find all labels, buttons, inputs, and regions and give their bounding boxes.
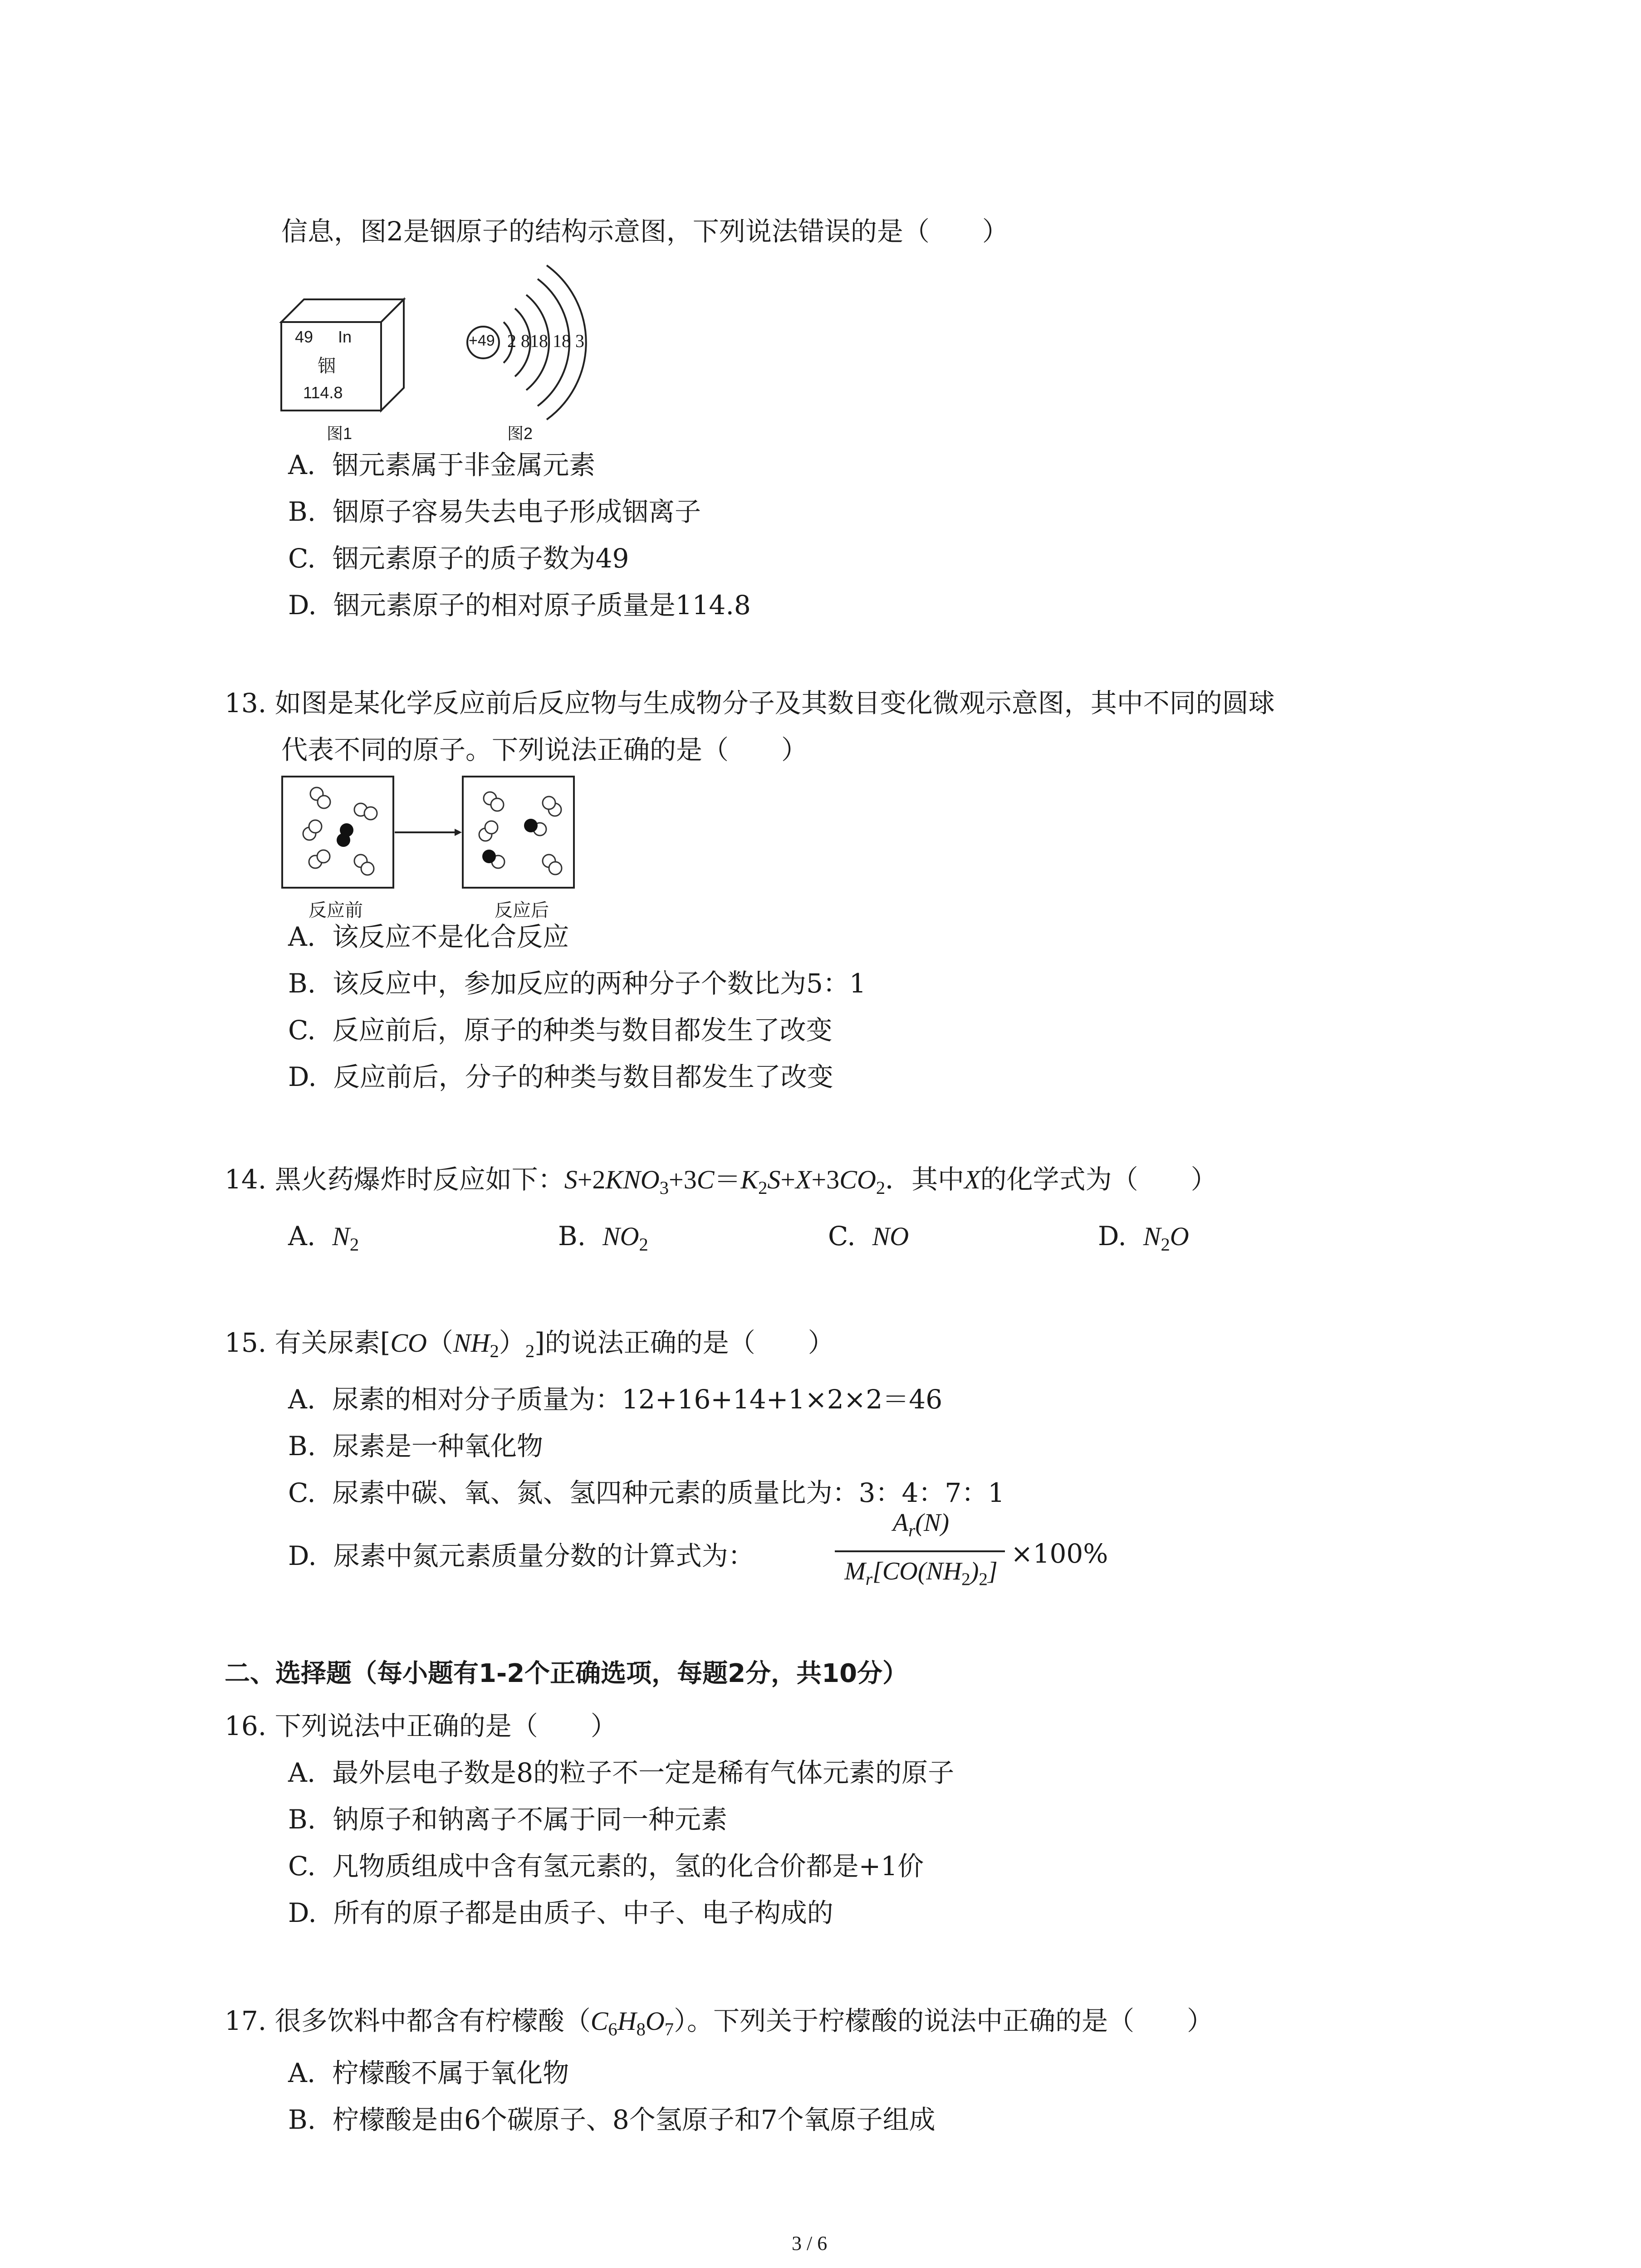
option-text: 铟元素属于非金属元素 [332, 450, 596, 480]
q13-option-b: B. 该反应中，参加反应的两种分子个数比为5：1 [288, 968, 866, 999]
q13-caption-after: 反应后 [495, 900, 549, 921]
q12-option-c [288, 543, 629, 574]
q12-option-d [288, 589, 751, 621]
q14-stem: 14. 黑火药爆炸时反应如下：$S+2KNO_3+3C=K_2S+X+3CO_2$．其中X的化学式为（ ） [225, 1164, 1217, 1198]
q15-option-d-tail: ×100% [1011, 1538, 1108, 1569]
fig1-atomic-mass: 114.8 [303, 383, 343, 402]
q16-option-b: B. 钠原子和钠离子不属于同一种元素 [288, 1804, 727, 1835]
q15-stem: 15. 有关尿素$[CO(NH_2)_2]$的说法正确的是（ ） [225, 1327, 834, 1362]
q17-option-b: B. 柠檬酸是由6个碳原子、8个氢原子和7个氧原子组成 [288, 2104, 936, 2135]
q16-option-d: D. 所有的原子都是由质子、中子、电子构成的 [288, 1897, 833, 1928]
fig2-caption: 图2 [507, 424, 533, 443]
q13-stem-line1: 13. 如图是某化学反应前后反应物与生成物分子及其数目变化微观示意图，其中不同的圆球 [225, 688, 1275, 719]
q12-option-a [288, 449, 595, 481]
q13-option-c: C. 反应前后，原子的种类与数目都发生了改变 [288, 1015, 833, 1046]
fig1-element-name: 铟 [318, 356, 336, 376]
q16-option-c: C. 凡物质组成中含有氢元素的，氢的化合价都是+1价 [288, 1851, 924, 1882]
q15-option-b: B. 尿素是一种氧化物 [288, 1431, 543, 1461]
fig1-symbol: In [338, 327, 352, 346]
fig2-nucleus: +49 [469, 332, 495, 349]
q15-option-c: C. 尿素中碳、氧、氮、氢四种元素的质量比为：3：4：7：1 [288, 1477, 1005, 1508]
q14-option-a: A. $N_2$ [288, 1221, 359, 1255]
q14-option-c: C. NO [828, 1221, 909, 1251]
q16-stem: 16. 下列说法中正确的是（ ） [225, 1711, 617, 1741]
q14-equation: $S+2KNO_3+3C=K_2S+X+3CO_2$ [564, 1165, 886, 1198]
urea-formula: CO [390, 1328, 427, 1358]
q16-option-a: A. 最外层电子数是8的粒子不一定是稀有气体元素的原子 [288, 1757, 955, 1788]
option-label: D. [288, 590, 317, 621]
option-text: 铟原子容易失去电子形成铟离子 [332, 496, 701, 527]
fig2-shell-electrons: 2 818 18 3 [507, 331, 584, 351]
question-number: 13. [225, 688, 267, 719]
citric-acid-formula: $C_6H_8O_7$ [590, 2006, 674, 2040]
q14-option-b: B. $NO_2$ [558, 1221, 648, 1255]
fraction-bar [835, 1550, 1005, 1552]
fraction-denominator: $M_r[CO(NH_2)_2]$ [844, 1557, 998, 1589]
question-number: 15. [225, 1327, 267, 1358]
question-number: 14. [225, 1164, 267, 1195]
q17-stem: 17. 很多饮料中都含有柠檬酸$(C_6H_8O_7)$。下列关于柠檬酸的说法中正确的是（ ） [225, 2005, 1214, 2040]
section-2-heading: 二、选择题（每小题有1-2个正确选项，每题2分，共10分） [225, 1659, 908, 1688]
question-number: 16. [225, 1711, 267, 1741]
option-label: C. [288, 543, 316, 574]
page-number: 3 / 6 [792, 2232, 828, 2254]
question-number: 17. [225, 2005, 267, 2036]
q13-option-d: D. 反应前后，分子的种类与数目都发生了改变 [288, 1061, 833, 1092]
fig1-caption: 图1 [327, 424, 353, 443]
q13-reaction-diagram [281, 776, 581, 894]
option-text: 铟元素原子的相对原子质量是114.8 [333, 590, 751, 621]
option-label: B. [288, 496, 316, 527]
q14-option-d: D. $N_2O$ [1098, 1221, 1189, 1255]
fig1-atomic-number: 49 [295, 327, 314, 346]
option-text: 铟元素原子的质子数为49 [332, 543, 629, 574]
q15-option-a: A. 尿素的相对分子质量为：12+16+14+1×2×2＝46 [288, 1384, 943, 1415]
q17-option-a: A. 柠檬酸不属于氧化物 [288, 2058, 569, 2088]
q13-option-a: A. 该反应不是化合反应 [288, 921, 569, 952]
q15-option-d: D. 尿素中氮元素质量分数的计算式为： [288, 1540, 754, 1571]
q13-caption-before: 反应前 [309, 900, 363, 921]
fraction-numerator: $A_r(N)$ [892, 1509, 950, 1540]
option-label: A. [288, 450, 316, 480]
q12-option-b [288, 496, 701, 528]
q13-stem-line2: 代表不同的原子。下列说法正确的是（ ） [281, 734, 808, 765]
q12-stem-continuation: 信息，图2是铟原子的结构示意图，下列说法错误的是（ ） [281, 216, 1009, 247]
